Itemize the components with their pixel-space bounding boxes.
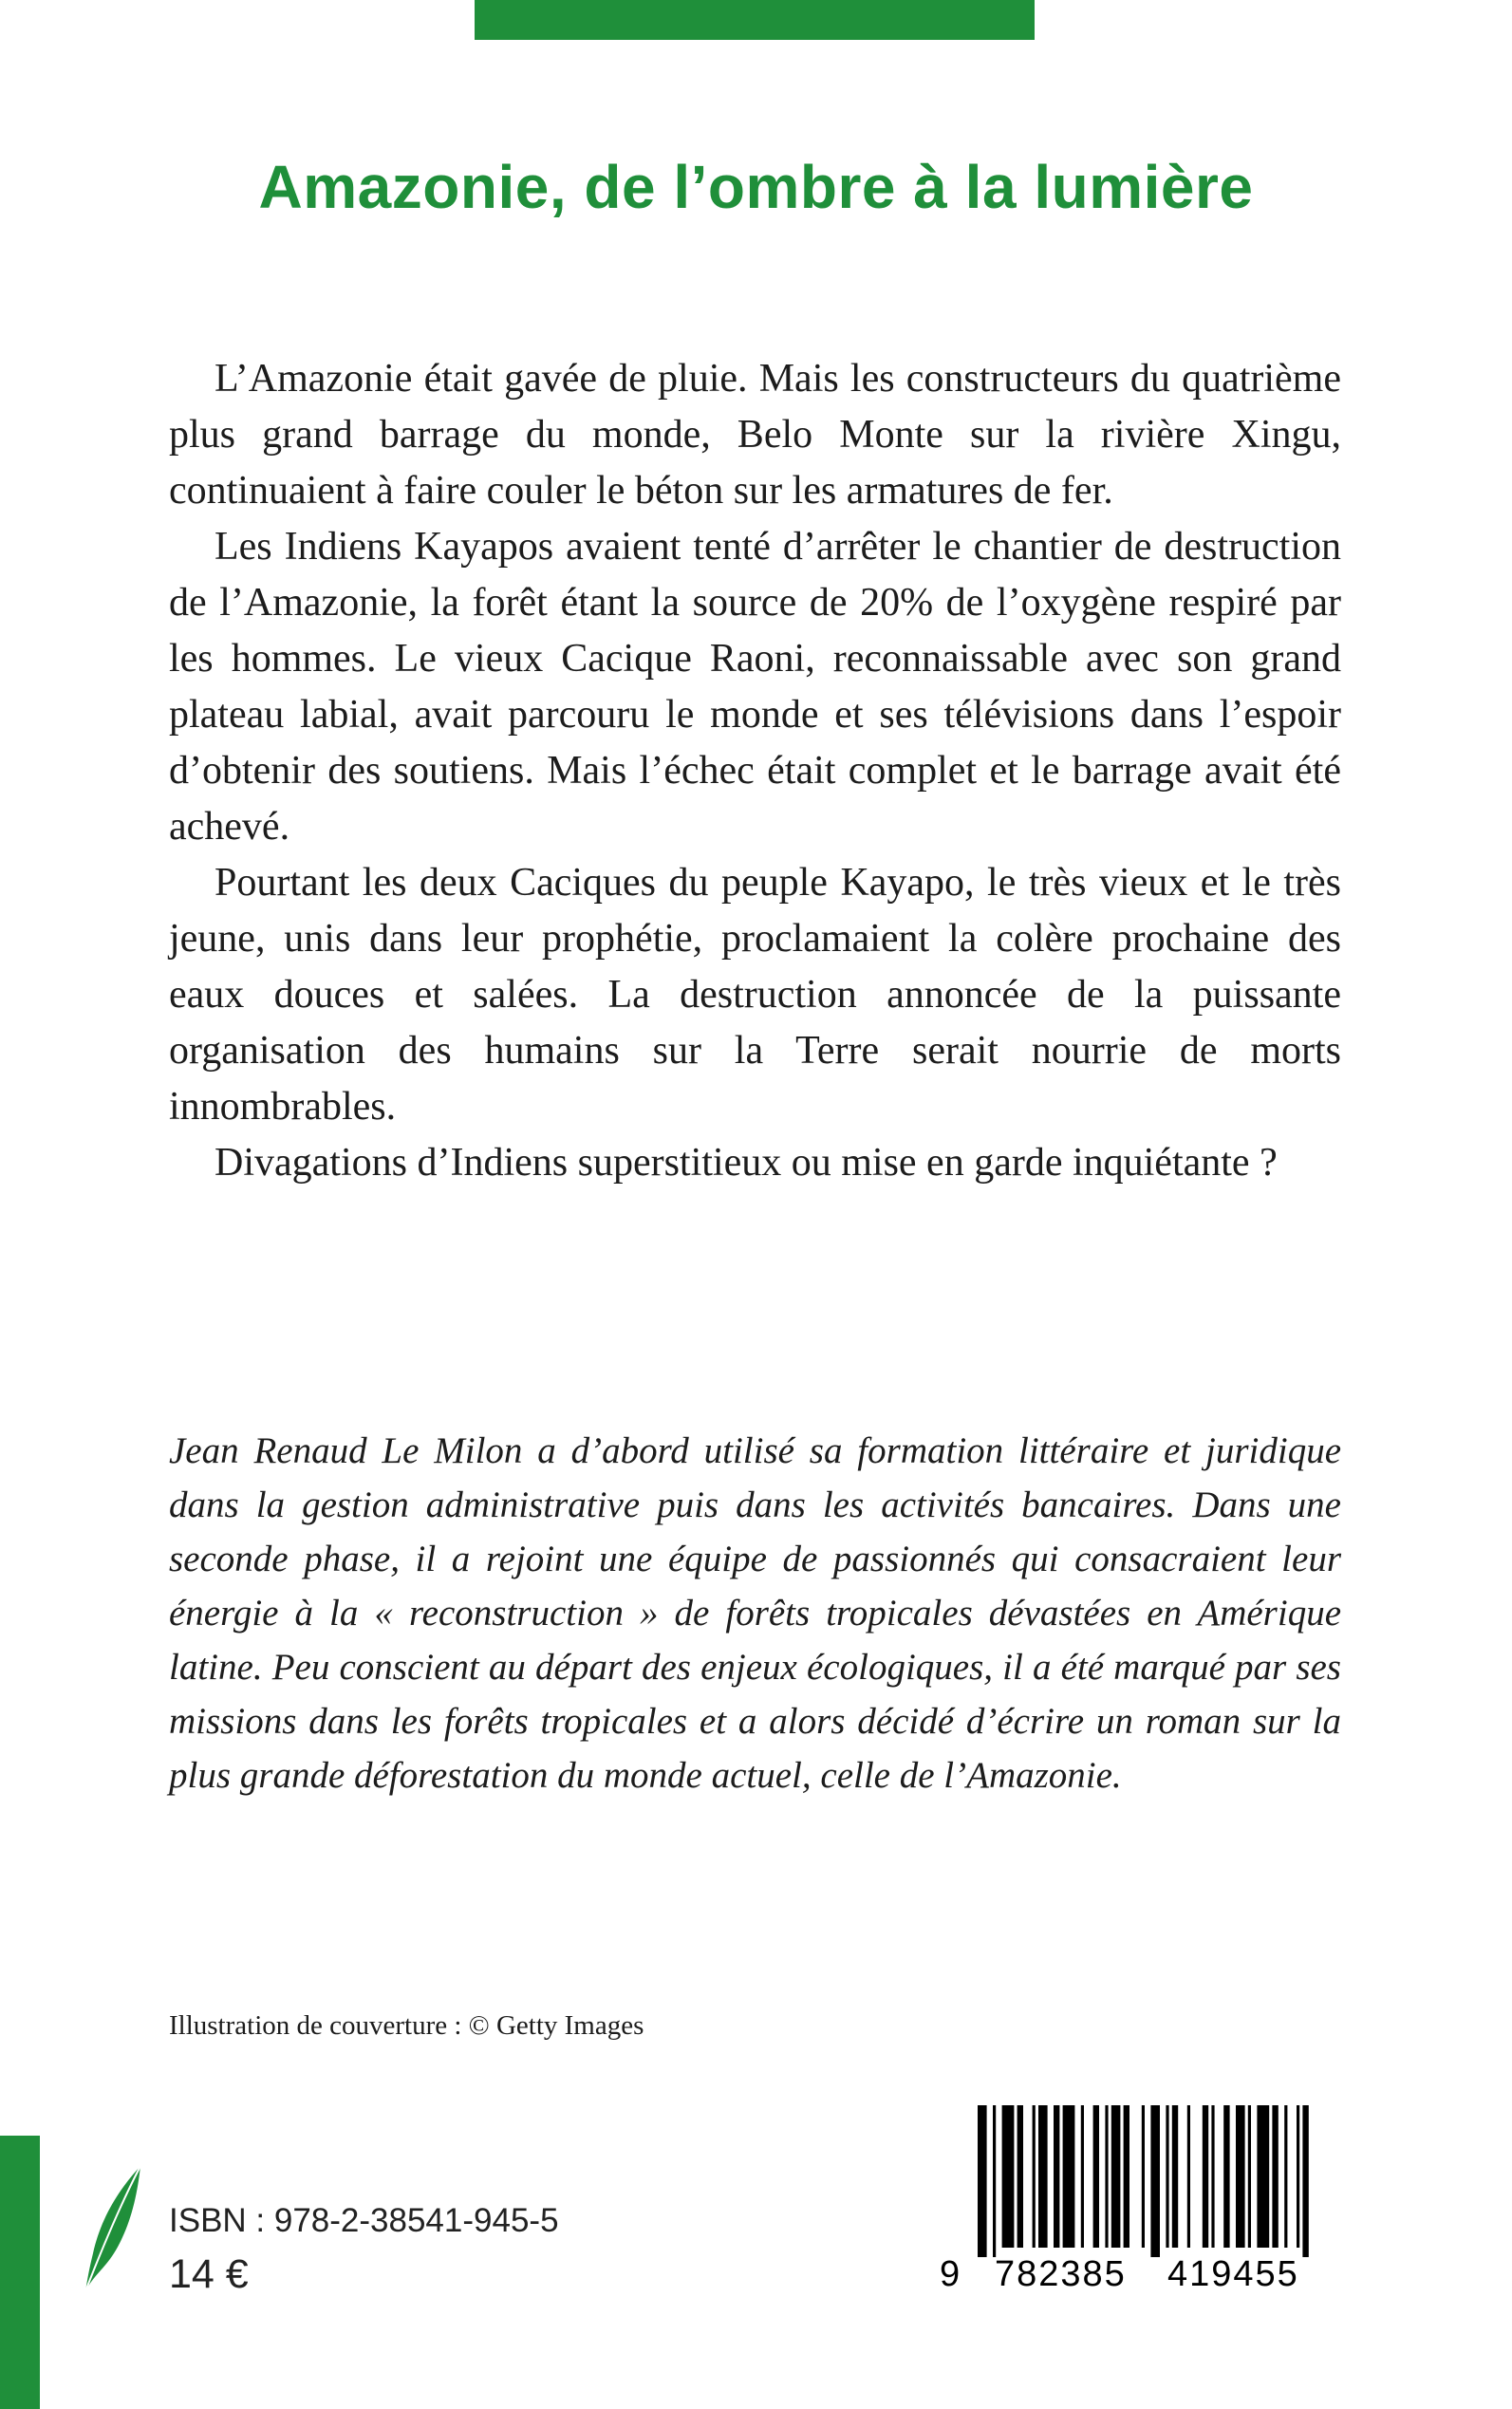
top-accent-band <box>475 0 1035 40</box>
barcode-bar <box>1203 2105 1208 2248</box>
barcode-bar <box>1257 2105 1269 2248</box>
barcode-bar <box>1272 2105 1278 2248</box>
barcode-digits-left: 782385 <box>995 2254 1127 2294</box>
barcode-bar <box>1111 2105 1121 2248</box>
barcode-bar <box>1081 2105 1084 2248</box>
barcode-bar <box>1063 2105 1075 2248</box>
barcode-bar <box>1150 2105 1160 2257</box>
illustration-credit: Illustration de couverture : © Getty Images <box>169 2010 644 2041</box>
barcode-bar <box>1105 2105 1108 2248</box>
barcode-bars <box>940 2105 1331 2257</box>
barcode <box>940 2105 1331 2305</box>
barcode-bar <box>1211 2105 1214 2248</box>
barcode-bar <box>993 2105 996 2257</box>
summary-paragraph: Pourtant les deux Caciques du peuple Kayapo, le très vieux et le très jeune, unis dans leur prophétie, proclamaient la colère prochaine des eaux douces et salées. La destruction annoncée de la puissante organisation des humains sur la Terre serait nourrie de morts innombrables. <box>169 861 1341 1129</box>
barcode-bar <box>1297 2105 1299 2248</box>
summary-paragraph: L’Amazonie était gavée de pluie. Mais les constructeurs du quatrième plus grand barrage du monde, Belo Monte sur la rivière Xingu, continuaient à faire couler le béton sur les armatures de fer. <box>169 357 1341 513</box>
barcode-bar <box>1054 2105 1059 2248</box>
barcode-bar <box>1223 2105 1229 2248</box>
barcode-bar <box>1002 2105 1015 2248</box>
leaf-icon <box>80 2162 146 2295</box>
barcode-bar <box>1236 2105 1245 2248</box>
barcode-bar <box>1038 2105 1048 2248</box>
barcode-bar <box>1172 2105 1178 2248</box>
barcode-bar <box>1142 2105 1145 2248</box>
barcode-digits-right: 419455 <box>1167 2254 1299 2294</box>
book-title: Amazonie, de l’ombre à la lumière <box>258 153 1254 221</box>
barcode-bar <box>1017 2105 1023 2248</box>
price-label: 14 € <box>169 2251 249 2297</box>
summary-paragraph: Les Indiens Kayapos avaient tenté d’arrêter le chantier de destruction de l’Amazonie, la forêt étant la source de 20% de l’oxygène respiré par les hommes. Le vieux Cacique Raoni, reconnaissable avec son grand plateau labial, avait parcouru le monde et ses télévisions dans l’espoir d’obtenir des soutiens. Mais l’échec était complet et le barrage avait été achevé. <box>169 525 1341 849</box>
barcode-digits <box>940 2248 1331 2305</box>
barcode-bar <box>1093 2105 1099 2248</box>
isbn-number: ISBN : 978-2-38541-945-5 <box>169 2202 559 2239</box>
barcode-digit-first: 9 <box>940 2254 962 2294</box>
side-accent-band <box>0 2136 40 2409</box>
summary-paragraph: Divagations d’Indiens superstitieux ou mise en garde inquiétante ? <box>215 1141 1278 1185</box>
barcode-bar <box>1248 2105 1251 2248</box>
barcode-bar <box>1284 2105 1287 2248</box>
barcode-bar <box>978 2105 987 2257</box>
barcode-bar <box>1033 2105 1036 2248</box>
barcode-bar <box>1302 2105 1308 2257</box>
barcode-bar <box>1187 2105 1190 2248</box>
barcode-bar <box>1124 2105 1129 2248</box>
barcode-bar <box>1166 2105 1168 2248</box>
summary-text <box>169 351 1341 1191</box>
author-bio: Jean Renaud Le Milon a d’abord utilisé sa formation littéraire et juridique dans la gestion administrative puis dans les activités bancaires. Dans une seconde phase, il a rejoint une équipe de passionnés qui consacraient leur énergie à la « reconstruction » de forêts tropicales dévastées en Amérique latine. Peu conscient au départ des enjeux écologiques, il a été marqué par ses missions dans les forêts tropicales et a alors décidé d’écrire un roman sur la plus grande déforestation du monde actuel, celle de l’Amazonie. <box>169 1430 1341 1796</box>
